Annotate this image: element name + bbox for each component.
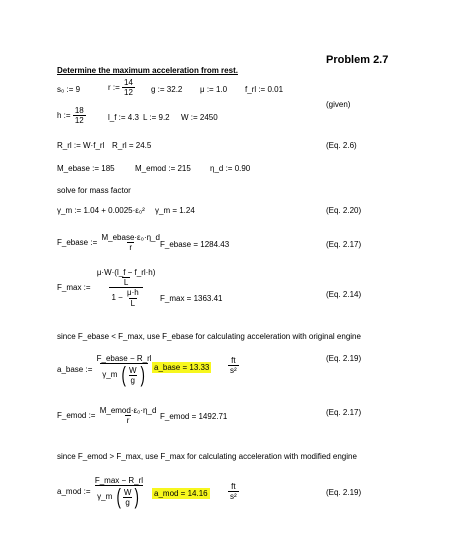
febase-num: M_ebase·ε₀·η_d — [101, 233, 160, 242]
femod-formula — [57, 406, 158, 425]
amod-unit-den: s² — [230, 492, 237, 502]
rrl-definition: R_rl := W·f_rl — [57, 141, 105, 150]
femod-num: M_emod·ε₀·η_d — [99, 406, 157, 415]
fmax-eq-ref: (Eq. 2.14) — [326, 290, 362, 299]
femod-eq-ref: (Eq. 2.17) — [326, 408, 362, 417]
given-r-fraction — [122, 78, 135, 97]
problem-title: Problem 2.7 — [326, 54, 389, 66]
femod-lhs: F_emod := — [57, 410, 96, 420]
abase-formula — [57, 354, 154, 386]
given-r-lhs: r := — [108, 82, 120, 92]
amod-fraction — [93, 476, 145, 508]
given-h-num: 18 — [74, 106, 84, 115]
femod-fraction — [98, 406, 159, 425]
amod-wg-fraction — [122, 488, 134, 507]
amod-paren: ( $\frac{W}{g}$ ) — [115, 484, 140, 510]
amod-den — [95, 485, 143, 508]
abase-unit-fraction — [228, 356, 239, 375]
amod-eq-ref: (Eq. 2.19) — [326, 488, 362, 497]
fmax-fraction — [93, 268, 160, 308]
abase-eq-ref: (Eq. 2.19) — [326, 354, 362, 363]
femod-value: F_emod = 1492.71 — [160, 412, 228, 421]
febase-fraction — [99, 233, 161, 252]
abase-w: W — [128, 365, 137, 375]
given-r-num: 14 — [124, 78, 133, 87]
fmax-top-num: μ·W·(l_f − f_rl·h) — [96, 268, 156, 277]
gamma-eq-ref: (Eq. 2.20) — [326, 206, 362, 215]
since-text-1: since F_ebase < F_max, use F_ebase for calculating acceleration with original engine — [57, 332, 361, 341]
given-h-lhs: h := — [57, 110, 71, 120]
amod-gamma: γ_m — [97, 492, 113, 502]
given-L: L := 9.2 — [143, 113, 170, 122]
amod-unit-fraction — [228, 482, 239, 501]
fmax-top-fraction — [95, 268, 158, 287]
amod-w: W — [123, 487, 132, 497]
gamma-value: γ_m = 1.24 — [155, 206, 195, 215]
febase-formula — [57, 233, 162, 252]
mass-factor-text: solve for mass factor — [57, 186, 131, 195]
fmax-bot-fraction — [125, 288, 141, 307]
abase-unit — [228, 356, 239, 375]
eta-def: η_d := 0.90 — [210, 164, 251, 173]
febase-value: F_ebase = 1284.43 — [160, 240, 230, 249]
femod-den: r — [126, 416, 130, 426]
fmax-bot-den: L — [130, 298, 136, 308]
rrl-value: R_rl = 24.5 — [112, 141, 152, 150]
abase-unit-den: s² — [230, 366, 237, 376]
amod-result: a_mod = 14.16 — [154, 489, 208, 498]
febase-lhs: F_ebase := — [57, 237, 98, 247]
given-label: (given) — [326, 100, 351, 109]
amod-unit — [228, 482, 239, 501]
febase-den: r — [129, 243, 133, 253]
given-h-fraction — [73, 106, 86, 125]
given-lf: l_f := 4.3 — [108, 113, 139, 122]
given-mu: μ := 1.0 — [200, 85, 228, 94]
fmax-top-den: L — [123, 278, 129, 288]
abase-fraction — [95, 354, 154, 386]
abase-num: F_ebase − R_rl — [96, 354, 152, 363]
abase-den — [100, 363, 148, 386]
fmax-numerator — [93, 268, 160, 287]
gamma-def: γ_m := 1.04 + 0.0025·ε₀² — [57, 206, 145, 215]
given-h-den: 12 — [74, 116, 84, 126]
amod-unit-num: ft — [231, 482, 236, 491]
fmax-bot-num: μ·h — [127, 288, 139, 298]
section-heading: Determine the maximum acceleration from rest. — [57, 66, 238, 75]
memod-def: M_emod := 215 — [135, 164, 191, 173]
rrl-eq-ref: (Eq. 2.6) — [326, 141, 357, 150]
abase-result: a_base = 13.33 — [154, 363, 210, 372]
fmax-lhs: F_max := — [57, 282, 91, 292]
given-W: W := 2450 — [181, 113, 218, 122]
febase-eq-ref: (Eq. 2.17) — [326, 240, 362, 249]
since-text-2: since F_emod > F_max, use F_max for calculating acceleration with modified engine — [57, 452, 357, 461]
fmax-value: F_max = 1363.41 — [160, 294, 223, 303]
abase-gamma: γ_m — [102, 370, 118, 380]
mebase-def: M_ebase := 185 — [57, 164, 115, 173]
given-h — [57, 106, 86, 125]
abase-paren: ( $\frac{W}{g}$ ) — [121, 362, 145, 388]
abase-lhs: a_base := — [57, 365, 93, 375]
abase-unit-num: ft — [231, 356, 236, 365]
amod-num: F_max − R_rl — [94, 476, 144, 485]
abase-g: g — [130, 375, 135, 385]
given-r — [108, 78, 135, 97]
amod-formula — [57, 476, 145, 508]
given-r-den: 12 — [124, 88, 133, 98]
amod-g: g — [125, 497, 130, 507]
given-frl: f_rl := 0.01 — [245, 85, 284, 94]
amod-lhs: a_mod := — [57, 487, 91, 497]
fmax-formula — [57, 268, 159, 308]
given-s0: s₀ := 9 — [57, 85, 81, 94]
abase-wg-fraction — [127, 366, 139, 385]
fmax-denominator — [109, 287, 142, 307]
fmax-bot-prefix: 1 − — [111, 293, 123, 303]
given-g: g := 32.2 — [151, 85, 183, 94]
